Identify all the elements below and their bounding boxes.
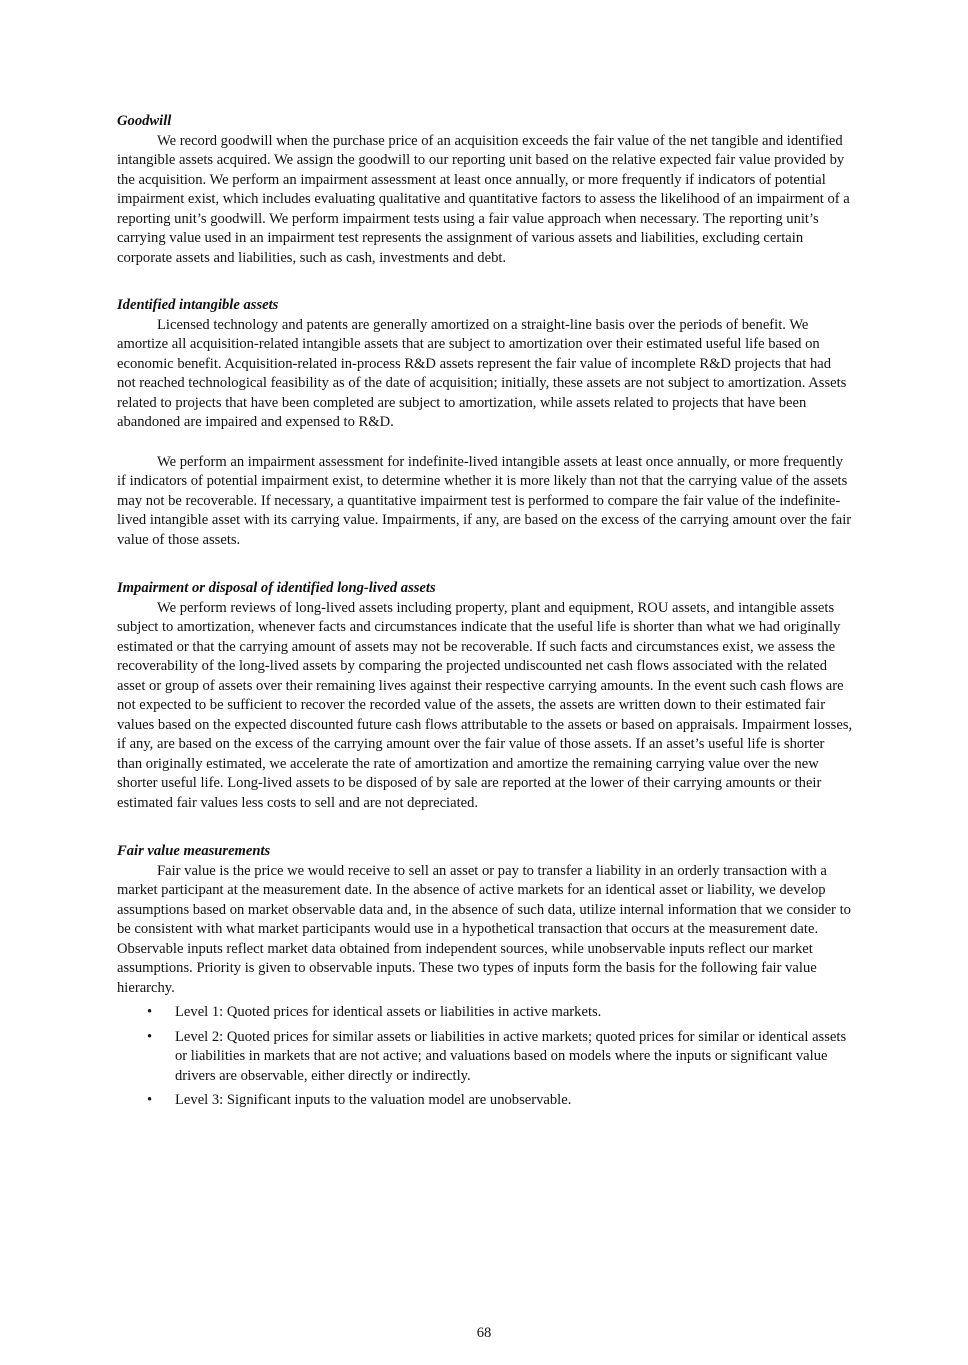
goodwill-paragraph: We record goodwill when the purchase price of an acquisition exceeds the fair value of the net tangible and identified intangible assets acquired. We assign the goodwill to our reporting unit based on the relative expected fair value provided by the acquisition. We perform an impairment assessment at least once annually, or more frequently if indicators of potential impairment exist, which includes evaluating qualitative and quantitative factors to assess the likelihood of an impairment of a reporting unit’s goodwill. We perform impairment tests using a fair value approach when necessary. The reporting unit’s carrying value used in an impairment test represents the assignment of various assets and liabilities, excluding certain corporate assets and liabilities, such as cash, investments and debt. <box>117 132 850 266</box>
list-item <box>117 1091 853 1111</box>
impairment-paragraph: We perform reviews of long-lived assets including property, plant and equipment, ROU assets, and intangible assets subject to amortization, whenever facts and circumstances indicate that the useful life is shorter than what we had originally estimated or that the carrying amount of assets may not be recoverable. If such facts and circumstances exist, we assess the recoverability of the long-lived assets by comparing the projected undiscounted net cash flows associated with the related asset or group of assets over their remaining lives against their respective carrying amounts. In the event such cash flows are not expected to be sufficient to recover the recorded value of the assets, the assets are written down to their estimated fair values based on the expected discounted future cash flows attributable to the assets or based on appraisals. Impairment losses, if any, are based on the excess of the carrying amount over the fair value of those assets. If an asset’s useful life is shorter than originally estimated, we accelerate the rate of amortization and amortize the remaining carrying value over the new shorter useful life. Long-lived assets to be disposed of by sale are reported at the lower of their carrying amounts or their estimated fair values less costs to sell and are not depreciated. <box>117 599 853 811</box>
level-2-text: Level 2: Quoted prices for similar assets or liabilities in active markets; quoted prices for similar or identical assets or liabilities in markets that are not active; and valuations based on models where the inputs or significant value drivers are observable, either directly or indirectly. <box>175 1028 847 1084</box>
goodwill-section <box>117 112 853 268</box>
intangibles-heading: Identified intangible assets <box>117 297 279 313</box>
intangibles-paragraph-2: We perform an impairment assessment for indefinite-lived intangible assets at least once annually, or more frequently if indicators of potential impairment exist, to determine whether it is more likely than not that the carrying value of the assets may not be recoverable. If necessary, a quantitative impairment test is performed to compare the fair value of the indefinite-lived intangible asset with its carrying value. Impairments, if any, are based on the excess of the carrying amount over the fair value of those assets. <box>117 453 852 548</box>
list-item <box>117 1028 853 1087</box>
bullet-icon: • <box>147 1092 153 1108</box>
fair-value-paragraph: Fair value is the price we would receive to sell an asset or pay to transfer a liability in an orderly transaction with a market participant at the measurement date. In the absence of active markets for an identical asset or liability, we develop assumptions based on market observable data and, in the absence of such data, utilize internal information that we consider to be consistent with what market participants would use in a hypothetical transaction that occurs at the measurement date. Observable inputs reflect market data obtained from independent sources, while unobservable inputs reflect our market assumptions. Priority is given to observable inputs. These two types of inputs form the basis for the following fair value hierarchy. <box>117 862 851 996</box>
level-1-text: Level 1: Quoted prices for identical assets or liabilities in active markets. <box>175 1004 602 1020</box>
list-item <box>117 1003 853 1023</box>
fair-value-section <box>117 842 853 1111</box>
page-number: 68 <box>476 1325 492 1341</box>
document-page <box>117 112 853 1140</box>
fair-value-hierarchy-list <box>117 1003 853 1111</box>
intangibles-section <box>117 296 853 550</box>
impairment-heading: Impairment or disposal of identified long-lived assets <box>117 580 436 596</box>
level-3-text: Level 3: Significant inputs to the valuation model are unobservable. <box>175 1092 572 1108</box>
goodwill-heading: Goodwill <box>117 113 172 129</box>
impairment-section <box>117 579 853 813</box>
fair-value-heading: Fair value measurements <box>117 843 271 859</box>
bullet-icon: • <box>147 1028 153 1045</box>
bullet-icon: • <box>147 1004 153 1020</box>
intangibles-paragraph-1: Licensed technology and patents are generally amortized on a straight-line basis over the periods of benefit. We amortize all acquisition-related intangible assets that are subject to amortization over their estimated useful life based on economic benefit. Acquisition-related in-process R&D assets represent the fair value of incomplete R&D projects that had not reached technological feasibility as of the date of acquisition; initially, these assets are not subject to amortization. Assets related to projects that have been completed are subject to amortization, while assets related to projects that have been abandoned are impaired and expensed to R&D. <box>117 316 847 430</box>
